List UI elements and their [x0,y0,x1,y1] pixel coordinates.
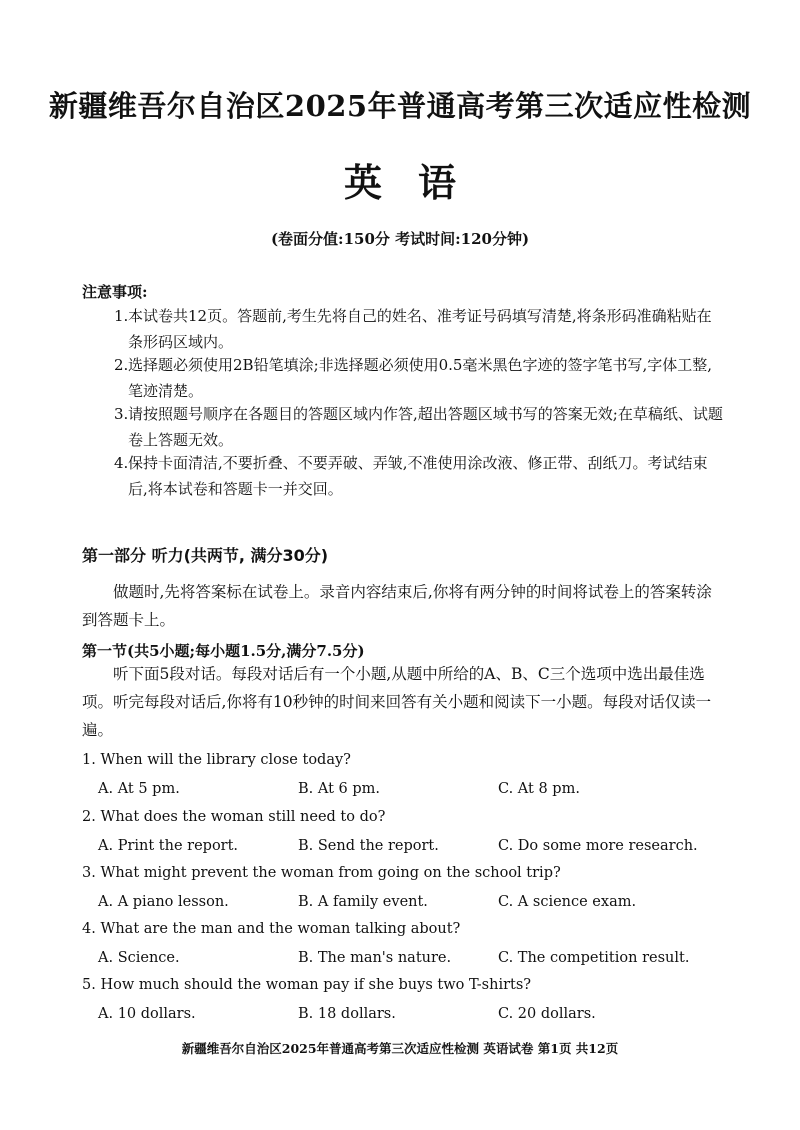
option-b: B. A family event. [298,894,428,910]
option-a: A. A piano lesson. [98,894,229,910]
note-text: 本试卷共12页。答题前,考生先将自己的姓名、准考证号码填写清楚,将条形码准确粘贴在条形码区域内。 [128,307,712,351]
section1-heading: 第一节(共5小题;每小题1.5分,满分7.5分) [82,642,365,660]
section1-instructions: 听下面5段对话。每段对话后有一个小题,从题中所给的A、B、C三个选项中选出最佳选项。听完每段对话后,你将有10秒钟的时间来回答有关小题和阅读下一小题。每段对话仅读一遍。 [82,665,712,739]
question-3: 3. What might prevent the woman from going on the school trip? [82,865,561,881]
option-b: B. The man's nature. [298,950,452,966]
page-footer: 新疆维吾尔自治区2025年普通高考第三次适应性检测 英语试卷 第1页 共12页 [181,1041,619,1056]
part1-intro: 做题时,先将答案标在试卷上。录音内容结束后,你将有两分钟的时间将试卷上的答案转涂到答题卡上。 [82,583,712,629]
exam-title: 新疆维吾尔自治区2025年普通高考第三次适应性检测 [48,89,752,123]
question-2: 2. What does the woman still need to do? [82,809,386,825]
note-text: 请按照题号顺序在各题目的答题区域内作答,超出答题区域书写的答案无效;在草稿纸、试题卷上答题无效。 [128,405,723,449]
note-number: 2. [114,356,129,374]
option-c: C. Do some more research. [498,838,698,854]
note-text: 保持卡面清洁,不要折叠、不要弄破、弄皱,不准使用涂改液、修正带、刮纸刀。考试结束后,将本试卷和答题卡一并交回。 [128,454,708,498]
question-1: 1. When will the library close today? [82,752,351,768]
subject-title: 英语 [343,160,492,205]
part1-heading: 第一部分 听力(共两节, 满分30分) [82,546,329,565]
option-b: B. Send the report. [298,838,439,854]
option-a: A. Science. [98,950,180,966]
option-b: B. 18 dollars. [298,1006,396,1022]
note-text: 选择题必须使用2B铅笔填涂;非选择题必须使用0.5毫米黑色字迹的签字笔书写,字体工整,笔迹清楚。 [128,356,713,400]
note-number: 1. [114,307,129,325]
note-item [114,401,726,453]
note-item [114,303,726,355]
question-4: 4. What are the man and the woman talking about? [82,921,461,937]
option-c: C. 20 dollars. [498,1006,596,1022]
option-b: B. At 6 pm. [298,781,381,797]
option-a: A. Print the report. [98,838,239,854]
question-5: 5. How much should the woman pay if she buys two T-shirts? [82,977,532,993]
option-a: A. 10 dollars. [98,1006,196,1022]
note-item [114,450,726,502]
option-c: C. The competition result. [498,950,690,966]
note-number: 3. [114,405,129,423]
exam-info: (卷面分值:150分 考试时间:120分钟) [270,230,530,248]
option-a: A. At 5 pm. [98,781,180,797]
note-number: 4. [114,454,129,472]
note-item [114,352,726,404]
notes-heading: 注意事项: [82,283,148,301]
option-c: C. A science exam. [498,894,637,910]
option-c: C. At 8 pm. [498,781,580,797]
